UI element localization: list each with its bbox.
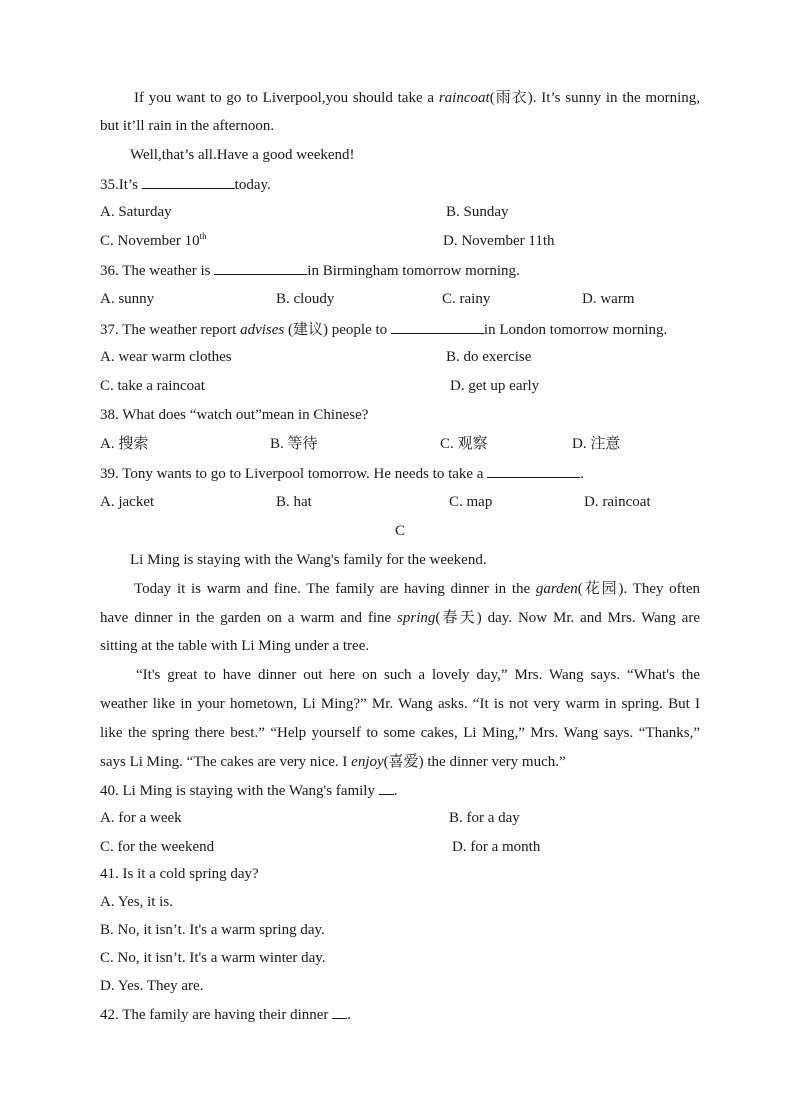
question-38-option-a[interactable]: A. 搜索 xyxy=(100,436,149,452)
stem-text: 37. The weather report xyxy=(100,322,241,338)
question-40-option-b[interactable]: B. for a day xyxy=(449,810,520,826)
question-41-option-b[interactable]: B. No, it isn’t. It's a warm spring day. xyxy=(100,922,325,938)
question-36-option-a[interactable]: A. sunny xyxy=(100,291,155,307)
stem-text: 36. The weather is xyxy=(100,263,215,279)
question-42-stem xyxy=(100,1004,351,1025)
question-37-option-d[interactable]: D. get up early xyxy=(450,378,540,394)
question-36-stem xyxy=(100,260,520,281)
question-37-option-c[interactable]: C. take a raincoat xyxy=(100,378,205,394)
stem-text: today. xyxy=(234,177,271,193)
stem-text: 42. The family are having their dinner xyxy=(100,1007,333,1023)
question-41-option-a[interactable]: A. Yes, it is. xyxy=(100,894,173,910)
question-38-stem: 38. What does “watch out”mean in Chinese? xyxy=(100,407,369,423)
stem-text: 39. Tony wants to go to Liverpool tomorrow. He needs to take a xyxy=(100,466,488,482)
question-40-option-c[interactable]: C. for the weekend xyxy=(100,839,215,855)
vocab-word: advises xyxy=(240,322,285,338)
question-41-option-d[interactable]: D. Yes. They are. xyxy=(100,978,204,994)
answer-blank[interactable] xyxy=(142,174,235,189)
question-35-option-a[interactable]: A. Saturday xyxy=(100,204,172,220)
question-35-option-d[interactable]: D. November 11th xyxy=(443,233,555,249)
question-35-stem xyxy=(100,174,271,195)
question-41-option-c[interactable]: C. No, it isn’t. It's a warm winter day. xyxy=(100,950,326,966)
question-41-stem: 41. Is it a cold spring day? xyxy=(100,866,259,882)
option-text: C. November 10 xyxy=(100,233,200,249)
stem-text: . xyxy=(347,1007,351,1023)
stem-text: (建议) people to xyxy=(284,322,391,338)
vocab-word: raincoat xyxy=(438,90,490,106)
stem-text: . xyxy=(580,466,584,482)
question-39-option-c[interactable]: C. map xyxy=(449,494,493,510)
question-39-option-d[interactable]: D. raincoat xyxy=(584,494,651,510)
stem-text: 35.It’s xyxy=(100,177,142,193)
passage-text: (雨衣). It’s sunny in the morning, xyxy=(489,90,700,106)
stem-text: in Birmingham tomorrow morning. xyxy=(307,263,520,279)
question-40-option-a[interactable]: A. for a week xyxy=(100,810,182,826)
section-c-paragraph-line xyxy=(100,579,700,599)
question-37-option-b[interactable]: B. do exercise xyxy=(446,349,532,365)
section-c-heading: C xyxy=(394,523,405,539)
question-39-stem xyxy=(100,463,584,484)
vocab-word: enjoy xyxy=(351,754,384,770)
question-35-option-c[interactable] xyxy=(100,231,207,251)
vocab-word: spring xyxy=(397,610,436,626)
passage-text: If you want to go to Liverpool,you should take a xyxy=(134,90,439,106)
question-38-option-c[interactable]: C. 观察 xyxy=(440,436,488,452)
question-40-stem xyxy=(100,780,397,801)
question-39-option-a[interactable]: A. jacket xyxy=(100,494,155,510)
answer-blank[interactable] xyxy=(391,319,484,334)
passage-text: have dinner in the garden on a warm and fine xyxy=(100,610,398,626)
stem-text: 40. Li Ming is staying with the Wang's family xyxy=(100,783,379,799)
passage-text: (喜爱) the dinner very much.” xyxy=(383,754,566,770)
passage-b-closing: Well,that’s all.Have a good weekend! xyxy=(130,147,355,163)
section-c-paragraph-line: like the spring there best.” “Help yourself to some cakes, Li Ming,” Mrs. Wang says. “Thanks,” xyxy=(100,725,700,741)
answer-blank[interactable] xyxy=(487,463,580,478)
section-c-intro: Li Ming is staying with the Wang's family for the weekend. xyxy=(130,552,487,568)
section-c-paragraph-line: sitting at the table with Li Ming under a tree. xyxy=(100,638,370,654)
answer-blank[interactable] xyxy=(332,1004,347,1019)
answer-blank[interactable] xyxy=(379,780,394,795)
question-36-option-b[interactable]: B. cloudy xyxy=(276,291,335,307)
section-c-paragraph-line: weather like in your hometown, Li Ming?” Mr. Wang asks. “It is not very warm in spring. But I xyxy=(100,696,700,712)
passage-text: “It's great to have dinner out here on such a lovely day,” Mrs. Wang says. “What's the xyxy=(136,667,700,683)
passage-text: says Li Ming. “The cakes are very nice. I xyxy=(100,754,352,770)
question-38-option-d[interactable]: D. 注意 xyxy=(572,436,621,452)
question-39-option-b[interactable]: B. hat xyxy=(276,494,312,510)
question-40-option-d[interactable]: D. for a month xyxy=(452,839,541,855)
question-37-stem xyxy=(100,319,667,340)
passage-b-paragraph-line xyxy=(100,88,700,108)
ordinal-suffix: th xyxy=(199,231,207,241)
stem-text: . xyxy=(393,783,398,799)
passage-text: Today it is warm and fine. The family are having dinner in the xyxy=(134,581,536,597)
question-35-option-b[interactable]: B. Sunday xyxy=(446,204,509,220)
question-37-option-a[interactable]: A. wear warm clothes xyxy=(100,349,232,365)
vocab-word: garden xyxy=(535,581,578,597)
question-36-option-c[interactable]: C. rainy xyxy=(442,291,491,307)
section-c-paragraph-line xyxy=(100,608,700,628)
question-38-option-b[interactable]: B. 等待 xyxy=(270,436,318,452)
question-36-option-d[interactable]: D. warm xyxy=(582,291,635,307)
section-c-paragraph-line xyxy=(100,665,700,685)
passage-text: (花园). They often xyxy=(577,581,700,597)
answer-blank[interactable] xyxy=(214,260,307,275)
passage-b-paragraph-line: but it’ll rain in the afternoon. xyxy=(100,118,275,134)
passage-text: (春天) day. Now Mr. and Mrs. Wang are xyxy=(435,610,700,626)
section-c-paragraph-line xyxy=(100,752,566,772)
stem-text: in London tomorrow morning. xyxy=(483,322,668,338)
